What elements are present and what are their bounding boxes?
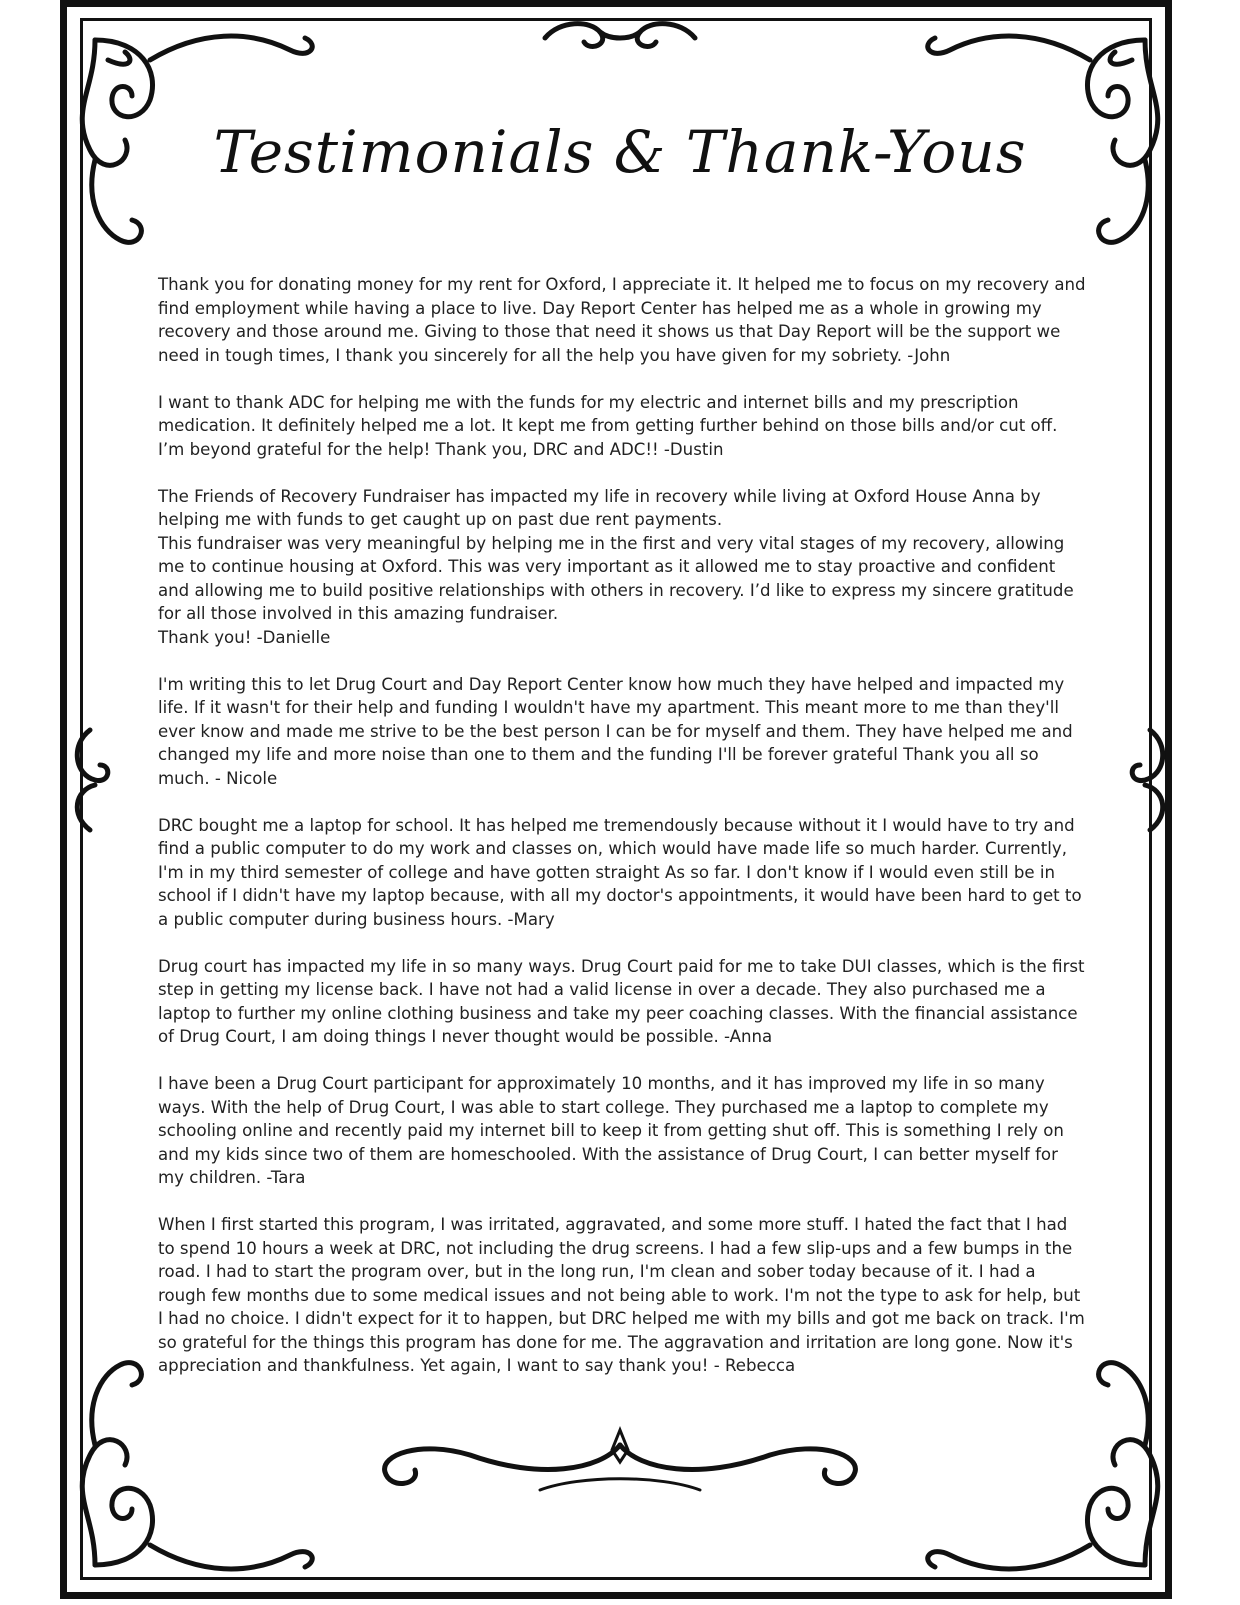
testimonial-john: Thank you for donating money for my rent for Oxford, I appreciate it. It helped me to focus on my recovery and find employment while having a place to live. Day Report Center has helped me as a whole in growing my recovery and those around me. Giving to those that need it shows us that Day Report will be the support we need in tough times, I thank you sincerely for all the help you have given for my sobriety. -John [158,275,1086,365]
testimonial-dustin: I want to thank ADC for helping me with the funds for my electric and internet bills and my prescription medication. It definitely helped me a lot. It kept me from getting further behind on those bills and/or cut off. I’m beyond grateful for the help! Thank you, DRC and ADC!! -Dustin [158,392,1058,459]
testimonial-nicole: I'm writing this to let Drug Court and Day Report Center know how much they have helped and impacted my life. If it wasn't for their help and funding I wouldn't have my apartment. This meant more to me than they'll ever know and made me strive to be the best person I can be for myself and them. They have helped me and changed my life and more noise than one to them and the funding I'll be forever grateful Thank you all so much. - Nicole [158,674,1073,788]
testimonial-danielle-part1: The Friends of Recovery Fundraiser has impacted my life in recovery while living at Oxford House Anna by helping me with funds to get caught up on past due rent payments. [158,486,1041,529]
testimonial-danielle-part2: This fundraiser was very meaningful by helping me in the first and very vital stages of my recovery, allowing me to continue housing at Oxford. This was very important as it allowed me to stay proactive and confident and allowing me to build positive relationships with others in recovery. I’d like to express my sincere gratitude for all those involved in this amazing fundraiser. [158,533,1074,623]
testimonial-tara: I have been a Drug Court participant for approximately 10 months, and it has improved my life in so many ways. With the help of Drug Court, I was able to start college. They purchased me a laptop to complete my schooling online and recently paid my internet bill to keep it from getting shut off. This is something I rely on and my kids since two of them are homeschooled. With the assistance of Drug Court, I can better myself for my children. -Tara [158,1074,1064,1187]
testimonial-danielle-signoff: Thank you! -Danielle [158,627,331,647]
testimonial-mary: DRC bought me a laptop for school. It has helped me tremendously because without it I would have to try and find a public computer to do my work and classes on, which would have made life so much harder. Currently, I'm in my third semester of college and have gotten straight As so far. I don't know if I would even still be in school if I didn't have my laptop because, with all my doctor's appointments, it would have been hard to get to a public computer during business hours. -Mary [158,815,1082,929]
testimonial-anna: Drug court has impacted my life in so many ways. Drug Court paid for me to take DUI classes, which is the first step in getting my license back. I have not had a valid license in over a decade. They also purchased me a laptop to further my online clothing business and take my peer coaching classes. With the financial assistance of Drug Court, I am doing things I never thought would be possible. -Anna [158,956,1085,1046]
testimonials-list [158,273,1088,1401]
testimonial-rebecca: When I first started this program, I was irritated, aggravated, and some more stuff. I hated the fact that I had to spend 10 hours a week at DRC, not including the drug screens. I had a few slip-ups and a few bumps in the road. I had to start the program over, but in the long run, I'm clean and sober today because of it. I had a rough few months due to some medical issues and not being able to work. I'm not the type to ask for help, but I had no choice. I didn't expect for it to happen, but DRC helped me with my bills and got me back on track. I'm so grateful for the things this program has done for me. The aggravation and irritation are long gone. Now it's appreciation and thankfulness. Yet again, I want to say thank you! - Rebecca [158,1215,1085,1375]
page-title: Testimonials & Thank-Yous [213,118,1027,186]
